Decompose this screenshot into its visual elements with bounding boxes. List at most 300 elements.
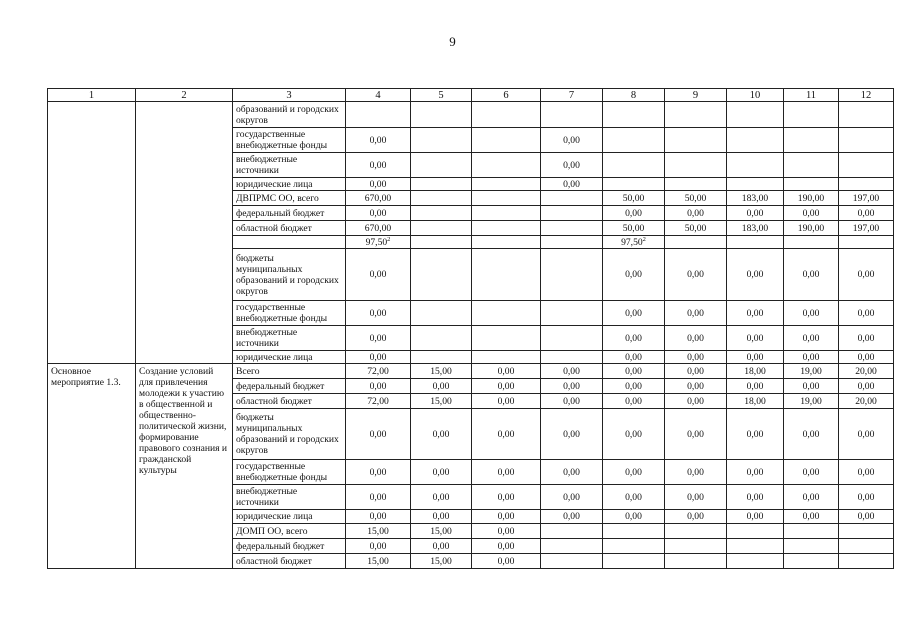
value-cell: [665, 153, 727, 178]
value-text: 0,00: [687, 491, 704, 503]
value-text: 0,00: [432, 466, 450, 478]
value-cell: [839, 539, 894, 554]
value-cell: [472, 485, 541, 510]
funding-source-cell: [233, 153, 346, 178]
value-text: 0,00: [563, 134, 580, 146]
value-cell: [727, 326, 784, 351]
value-text: 0,00: [687, 207, 704, 219]
value-text: 0,00: [497, 491, 515, 503]
value-cell: [839, 153, 894, 178]
value-cell: [665, 394, 727, 409]
value-cell: [411, 249, 472, 301]
value-cell: [665, 221, 727, 236]
value-text: 0,00: [687, 466, 704, 478]
col-header: 9: [665, 89, 727, 102]
value-text: 0,00: [746, 511, 764, 522]
value-cell: [541, 301, 603, 326]
event-name-cell: [136, 102, 233, 364]
value-cell: [839, 364, 894, 379]
value-text: 0,00: [625, 395, 642, 407]
funding-source-label: федеральный бюджет: [236, 540, 325, 552]
value-cell: [727, 236, 784, 249]
value-text: 0,00: [625, 428, 642, 440]
value-cell: [472, 510, 541, 524]
value-cell: [541, 236, 603, 249]
value-cell: [727, 153, 784, 178]
col-header: 6: [472, 89, 541, 102]
funding-source-label: государственные внебюджетные фонды: [236, 129, 328, 151]
funding-source-label: федеральный бюджет: [236, 380, 325, 392]
value-cell: [472, 524, 541, 539]
value-cell: [839, 128, 894, 153]
value-cell: [411, 301, 472, 326]
value-cell: [346, 206, 411, 221]
value-cell: [665, 102, 727, 128]
funding-source-cell: [233, 351, 346, 364]
value-text: 0,00: [369, 351, 387, 363]
value-cell: [411, 236, 472, 249]
value-text: 50,00: [684, 222, 707, 234]
value-cell: [784, 364, 839, 379]
value-cell: [784, 351, 839, 364]
value-cell: [727, 301, 784, 326]
value-cell: [665, 206, 727, 221]
funding-source-cell: [233, 249, 346, 301]
value-cell: [411, 409, 472, 460]
value-text: 72,00: [367, 395, 389, 407]
value-text: 0,00: [802, 491, 820, 503]
value-cell: [839, 394, 894, 409]
value-cell: [665, 539, 727, 554]
funding-source-cell: [233, 221, 346, 236]
value-text: 0,00: [857, 307, 875, 319]
value-text: 0,00: [563, 365, 580, 377]
value-cell: [346, 249, 411, 301]
value-cell: [541, 153, 603, 178]
value-text: 15,00: [367, 555, 389, 567]
value-cell: [839, 191, 894, 206]
value-cell: [411, 128, 472, 153]
value-cell: [665, 128, 727, 153]
value-text: 0,00: [432, 428, 450, 440]
value-text: 50,00: [622, 222, 645, 234]
value-cell: [727, 178, 784, 191]
value-text: 0,00: [687, 380, 704, 392]
value-cell: [472, 236, 541, 249]
value-text: 50,00: [684, 192, 707, 204]
value-cell: [727, 524, 784, 539]
value-cell: [541, 460, 603, 485]
value-text: 19,00: [800, 395, 822, 407]
funding-source-cell: [233, 524, 346, 539]
value-cell: [411, 554, 472, 569]
value-cell: [603, 460, 665, 485]
value-text: 20,00: [855, 395, 877, 407]
value-text: 97,50: [621, 236, 643, 248]
value-cell: [784, 206, 839, 221]
value-text: 15,00: [430, 365, 452, 377]
value-text: 18,00: [744, 365, 766, 377]
value-cell: [472, 191, 541, 206]
value-text: 0,00: [432, 511, 450, 522]
value-text: 0,00: [369, 428, 387, 440]
value-text: 0,00: [746, 428, 764, 440]
event-code-cell: [48, 102, 136, 364]
funding-source-label: областной бюджет: [236, 395, 312, 407]
value-cell: [727, 485, 784, 510]
footnote-mark: 2: [387, 235, 391, 243]
value-cell: [472, 379, 541, 394]
value-cell: [411, 460, 472, 485]
col-header: 3: [233, 89, 346, 102]
value-text: 0,00: [497, 555, 515, 567]
value-cell: [727, 364, 784, 379]
value-cell: [784, 178, 839, 191]
value-cell: [839, 485, 894, 510]
value-cell: [784, 221, 839, 236]
value-cell: [665, 326, 727, 351]
footnote-mark: 2: [642, 235, 646, 243]
funding-source-cell: [233, 326, 346, 351]
value-text: 0,00: [563, 428, 580, 440]
value-text: 72,00: [367, 365, 389, 377]
value-cell: [727, 351, 784, 364]
value-cell: [472, 249, 541, 301]
funding-source-cell: [233, 460, 346, 485]
value-cell: [411, 221, 472, 236]
value-cell: [411, 539, 472, 554]
value-cell: [411, 510, 472, 524]
value-text: 0,00: [497, 428, 515, 440]
value-cell: [603, 221, 665, 236]
table-row: [48, 364, 894, 379]
value-cell: [346, 128, 411, 153]
value-cell: [665, 510, 727, 524]
value-cell: [665, 249, 727, 301]
value-text: 0,00: [625, 332, 642, 344]
value-cell: [784, 236, 839, 249]
value-text: 0,00: [497, 365, 515, 377]
value-cell: [411, 524, 472, 539]
value-text: 0,00: [857, 332, 875, 344]
value-cell: [727, 221, 784, 236]
value-cell: [472, 221, 541, 236]
value-cell: [346, 326, 411, 351]
value-cell: [472, 364, 541, 379]
value-text: 0,00: [432, 380, 450, 392]
value-cell: [541, 128, 603, 153]
value-text: 0,00: [369, 307, 387, 319]
value-cell: [839, 102, 894, 128]
value-cell: [839, 221, 894, 236]
funding-source-label: ДВПРМС ОО, всего: [236, 192, 319, 204]
value-text: 0,00: [563, 395, 580, 407]
value-cell: [346, 221, 411, 236]
funding-source-cell: [233, 301, 346, 326]
funding-source-cell: [233, 485, 346, 510]
value-text: 0,00: [497, 380, 515, 392]
value-cell: [839, 554, 894, 569]
value-text: 0,00: [746, 307, 764, 319]
value-cell: [665, 554, 727, 569]
value-cell: [541, 364, 603, 379]
col-header: 2: [136, 89, 233, 102]
value-text: 197,00: [852, 192, 880, 204]
event-name-cell: Создание условий для привлечения молодежи к участию в общественной и общественно-политической жизни, формирование правового сознания и гражданской культуры: [136, 364, 233, 569]
header-row: [48, 89, 894, 102]
value-cell: [472, 153, 541, 178]
value-text: 0,00: [857, 269, 875, 280]
funding-source-label: ДОМП ОО, всего: [236, 525, 308, 537]
funding-source-label: образований и городских округов: [236, 103, 339, 126]
value-text: 0,00: [687, 428, 704, 440]
value-text: 0,00: [687, 365, 704, 377]
event-code-cell: Основное мероприятие 1.3.: [48, 364, 136, 569]
value-text: 0,00: [369, 207, 387, 219]
value-text: 0,00: [563, 511, 580, 522]
value-cell: [603, 102, 665, 128]
value-cell: [541, 206, 603, 221]
value-cell: [784, 510, 839, 524]
value-cell: [839, 351, 894, 364]
value-text: 0,00: [369, 134, 387, 146]
value-text: 0,00: [857, 380, 875, 392]
budget-table: [47, 88, 894, 569]
value-cell: [411, 178, 472, 191]
value-cell: [346, 191, 411, 206]
value-cell: [727, 128, 784, 153]
value-cell: [346, 178, 411, 191]
value-text: 0,00: [802, 307, 820, 319]
value-cell: [346, 539, 411, 554]
funding-source-label: государственные внебюджетные фонды: [236, 302, 328, 324]
value-cell: [541, 326, 603, 351]
col-header: 11: [784, 89, 839, 102]
funding-source-cell: [233, 554, 346, 569]
funding-source-cell: [233, 191, 346, 206]
value-cell: [346, 379, 411, 394]
value-cell: [727, 554, 784, 569]
value-cell: [727, 409, 784, 460]
value-cell: [541, 191, 603, 206]
value-cell: [603, 326, 665, 351]
value-cell: [839, 510, 894, 524]
value-text: 0,00: [802, 380, 820, 392]
value-text: 20,00: [855, 365, 877, 377]
value-cell: [411, 351, 472, 364]
value-cell: [665, 460, 727, 485]
value-cell: [727, 539, 784, 554]
value-text: 0,00: [497, 525, 515, 537]
value-cell: [665, 178, 727, 191]
value-text: 0,00: [497, 395, 515, 407]
value-cell: [346, 394, 411, 409]
value-cell: [784, 379, 839, 394]
value-cell: [839, 379, 894, 394]
value-text: 15,00: [430, 395, 452, 407]
value-text: 0,00: [857, 428, 875, 440]
value-cell: [784, 554, 839, 569]
value-cell: [346, 460, 411, 485]
value-text: 0,00: [687, 332, 704, 344]
value-cell: [346, 364, 411, 379]
value-cell: [603, 153, 665, 178]
funding-source-label: Всего: [236, 365, 260, 377]
value-cell: [665, 236, 727, 249]
value-text: 0,00: [857, 207, 875, 219]
value-text: 0,00: [802, 511, 820, 522]
value-text: 0,00: [746, 380, 764, 392]
value-cell: [784, 485, 839, 510]
value-text: 0,00: [497, 511, 515, 522]
value-cell: [603, 191, 665, 206]
value-cell: [411, 191, 472, 206]
value-cell: [603, 249, 665, 301]
value-cell: [839, 326, 894, 351]
value-text: 15,00: [367, 525, 389, 537]
funding-source-cell: [233, 128, 346, 153]
value-text: 0,00: [746, 491, 764, 503]
value-cell: [603, 206, 665, 221]
value-text: 0,00: [857, 466, 875, 478]
funding-source-cell: [233, 394, 346, 409]
value-text: 18,00: [744, 395, 766, 407]
funding-source-cell: [233, 510, 346, 524]
value-cell: [784, 128, 839, 153]
value-cell: [541, 554, 603, 569]
value-text: 0,00: [369, 269, 387, 280]
value-text: 0,00: [746, 332, 764, 344]
value-text: 0,00: [746, 269, 764, 280]
value-text: 197,00: [852, 222, 880, 234]
value-cell: [541, 539, 603, 554]
value-cell: [784, 394, 839, 409]
col-header: 12: [839, 89, 894, 102]
value-text: 0,00: [802, 269, 820, 280]
value-cell: [472, 178, 541, 191]
value-text: 0,00: [802, 428, 820, 440]
value-cell: [411, 206, 472, 221]
col-header: 4: [346, 89, 411, 102]
value-cell: [839, 236, 894, 249]
value-cell: [603, 409, 665, 460]
funding-source-cell: [233, 178, 346, 191]
funding-source-label: бюджеты муниципальных образований и городских округов: [236, 252, 339, 297]
value-cell: [411, 364, 472, 379]
value-text: 0,00: [625, 511, 642, 522]
col-header: 10: [727, 89, 784, 102]
value-text: 0,00: [857, 511, 875, 522]
value-cell: [472, 326, 541, 351]
value-cell: [541, 524, 603, 539]
funding-source-label: внебюджетные источники: [236, 154, 298, 176]
funding-source-cell: [233, 539, 346, 554]
value-text: 670,00: [364, 192, 392, 204]
col-header: 1: [48, 89, 136, 102]
value-text: 0,00: [369, 178, 387, 190]
value-cell: [839, 178, 894, 191]
value-text: 0,00: [687, 511, 704, 522]
col-header: 8: [603, 89, 665, 102]
value-cell: [603, 554, 665, 569]
value-text: 0,00: [687, 269, 704, 280]
value-text: 0,00: [625, 491, 642, 503]
value-cell: [839, 460, 894, 485]
funding-source-label: областной бюджет: [236, 222, 312, 234]
value-text: 0,00: [625, 207, 642, 219]
value-text: 0,00: [625, 307, 642, 319]
value-cell: [727, 249, 784, 301]
funding-source-cell: [233, 206, 346, 221]
value-text: 183,00: [741, 192, 769, 204]
value-text: 0,00: [432, 540, 450, 552]
value-cell: [346, 236, 411, 249]
table-row: [48, 102, 894, 128]
value-text: 0,00: [563, 380, 580, 392]
value-cell: [411, 153, 472, 178]
value-cell: [839, 301, 894, 326]
value-text: 0,00: [369, 466, 387, 478]
funding-source-label: юридические лица: [236, 178, 313, 190]
value-cell: [603, 485, 665, 510]
value-cell: [727, 102, 784, 128]
value-cell: [665, 301, 727, 326]
value-cell: [411, 379, 472, 394]
value-cell: [472, 409, 541, 460]
value-cell: [346, 351, 411, 364]
value-cell: [346, 409, 411, 460]
value-text: 0,00: [802, 207, 820, 219]
value-cell: [727, 191, 784, 206]
value-cell: [839, 409, 894, 460]
value-cell: [839, 206, 894, 221]
value-cell: [665, 364, 727, 379]
funding-source-label: внебюджетные источники: [236, 486, 298, 508]
value-text: 183,00: [741, 222, 769, 234]
value-cell: [784, 539, 839, 554]
value-cell: [346, 301, 411, 326]
value-cell: [472, 554, 541, 569]
value-cell: [472, 460, 541, 485]
value-text: 0,00: [625, 466, 642, 478]
page-number: 9: [449, 34, 456, 49]
value-cell: [472, 102, 541, 128]
value-cell: [665, 524, 727, 539]
value-text: 15,00: [430, 525, 452, 537]
value-text: 0,00: [857, 491, 875, 503]
value-text: 190,00: [797, 192, 825, 204]
value-cell: [784, 191, 839, 206]
value-cell: [603, 379, 665, 394]
value-cell: [603, 524, 665, 539]
value-cell: [541, 379, 603, 394]
value-text: 0,00: [625, 351, 642, 363]
value-text: 0,00: [625, 365, 642, 377]
value-cell: [541, 221, 603, 236]
value-cell: [541, 249, 603, 301]
value-cell: [784, 524, 839, 539]
col-header: 7: [541, 89, 603, 102]
value-text: 0,00: [746, 351, 764, 363]
value-cell: [472, 301, 541, 326]
value-text: 0,00: [625, 380, 642, 392]
value-text: 0,00: [563, 466, 580, 478]
value-cell: [727, 510, 784, 524]
value-cell: [603, 351, 665, 364]
value-cell: [784, 153, 839, 178]
value-text: 0,00: [746, 207, 764, 219]
value-cell: [346, 153, 411, 178]
